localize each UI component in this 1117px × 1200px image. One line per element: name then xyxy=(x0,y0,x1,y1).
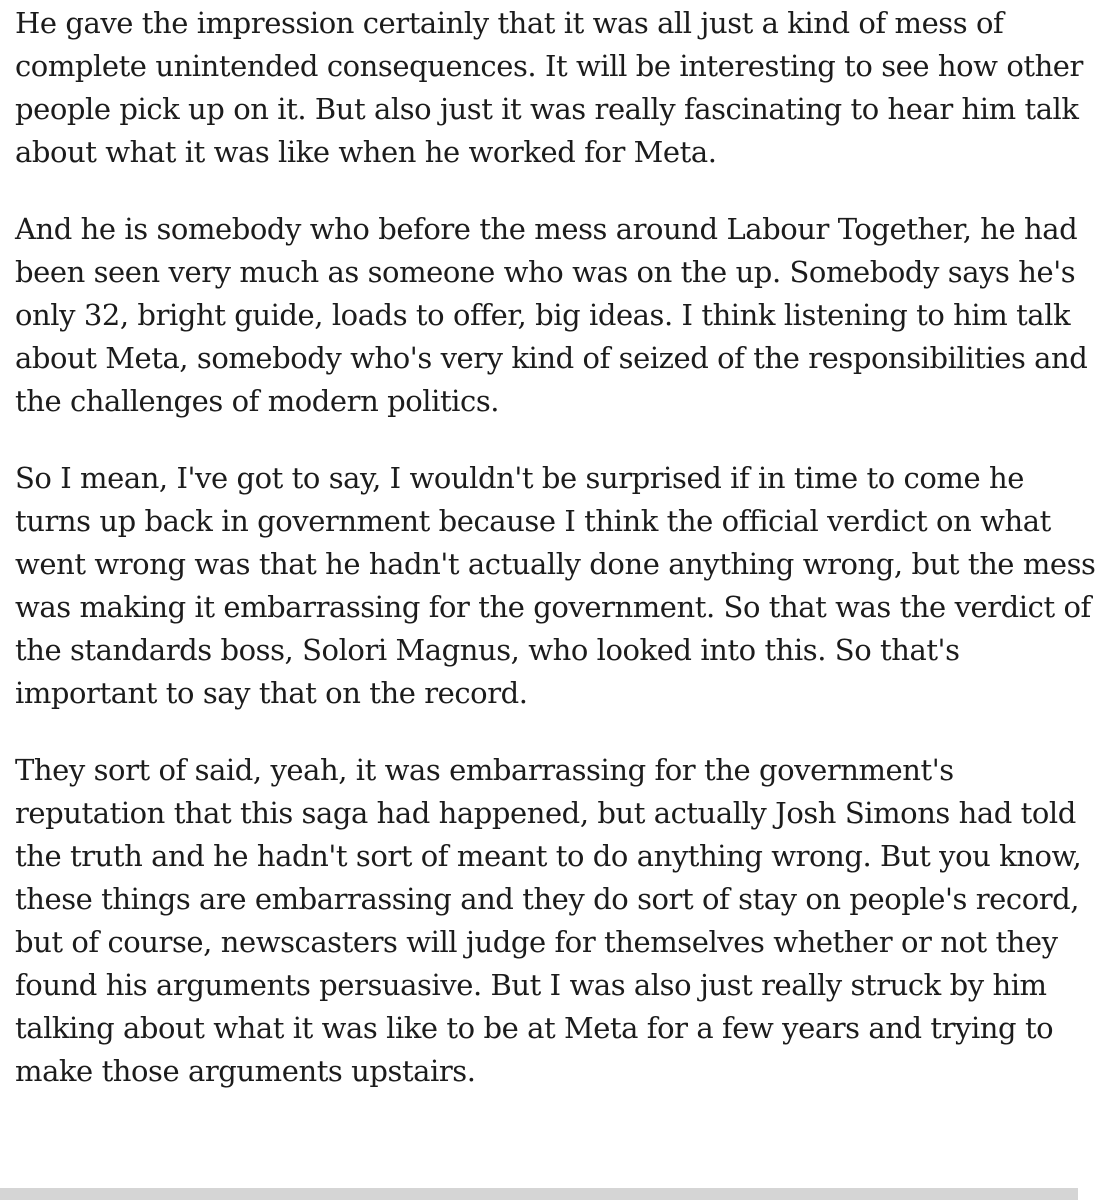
bottom-divider-bar xyxy=(0,1188,1078,1200)
transcript-paragraph-3: So I mean, I've got to say, I wouldn't be surprised if in time to come he turns up back in government because I think the official verdict on what went wrong was that he hadn't actually done anything wrong, but the mess was making it embarrassing for the government. So that was the verdict of the standards boss, Solori Magnus, who looked into this. So that's important to say that on the record. xyxy=(15,461,1096,710)
transcript-paragraph-2: And he is somebody who before the mess around Labour Together, he had been seen very much as someone who was on the up. Somebody says he's only 32, bright guide, loads to offer, big ideas. I think listening to him talk about Meta, somebody who's very kind of seized of the responsibilities and the challenges of modern politics. xyxy=(15,212,1088,418)
transcript-paragraph-4: They sort of said, yeah, it was embarrassing for the government's reputation that this saga had happened, but actually Josh Simons had told the truth and he hadn't sort of meant to do anything wrong. But you know, these things are embarrassing and they do sort of stay on people's record, but of course, newscasters will judge for themselves whether or not they found his arguments persuasive. But I was also just really struck by him talking about what it was like to be at Meta for a few years and trying to make those arguments upstairs. xyxy=(15,753,1082,1088)
transcript-paragraph-1: He gave the impression certainly that it was all just a kind of mess of complete unintended consequences. It will be interesting to see how other people pick up on it. But also just it was really fascinating to hear him talk about what it was like when he worked for Meta. xyxy=(15,6,1083,169)
